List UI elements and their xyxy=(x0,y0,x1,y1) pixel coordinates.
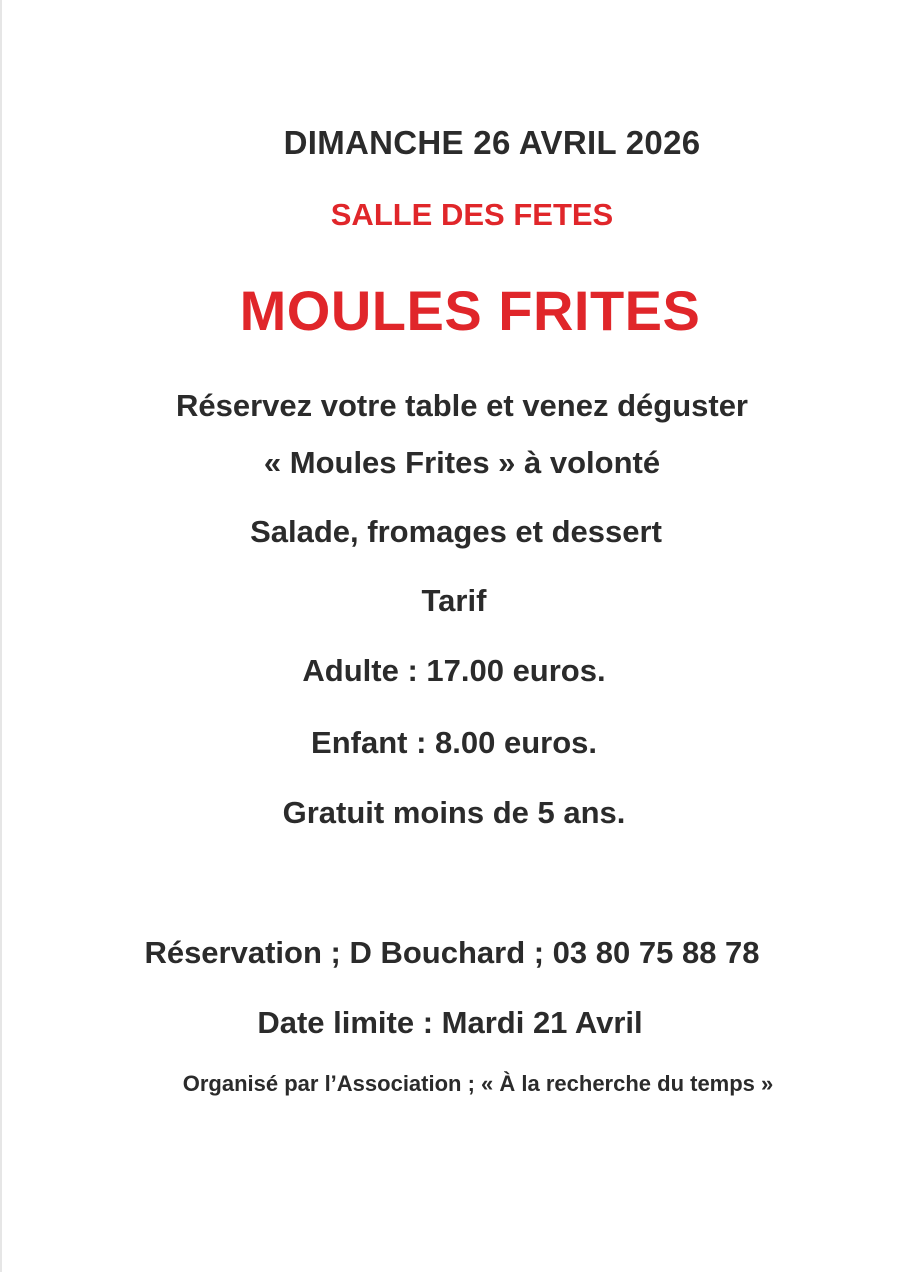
organizer-credit: Organisé par l’Association ; « À la recherche du temps » xyxy=(182,1071,774,1096)
booking-contact: Réservation ; D Bouchard ; 03 80 75 88 78 xyxy=(144,935,760,970)
scan-edge xyxy=(0,0,2,1272)
price-child: Enfant : 8.00 euros. xyxy=(311,725,597,760)
description-line-1: Réservez votre table et venez déguster xyxy=(175,388,749,423)
price-adult: Adulte : 17.00 euros. xyxy=(302,653,606,688)
tarif-heading: Tarif xyxy=(421,583,487,618)
booking-deadline: Date limite : Mardi 21 Avril xyxy=(257,1005,643,1040)
price-free: Gratuit moins de 5 ans. xyxy=(282,795,626,830)
event-date: DIMANCHE 26 AVRIL 2026 xyxy=(283,124,701,161)
event-venue: SALLE DES FETES xyxy=(330,197,614,232)
description-line-2: « Moules Frites » à volonté xyxy=(263,445,661,480)
event-title: MOULES FRITES xyxy=(239,279,701,342)
menu-line: Salade, fromages et dessert xyxy=(250,514,662,549)
